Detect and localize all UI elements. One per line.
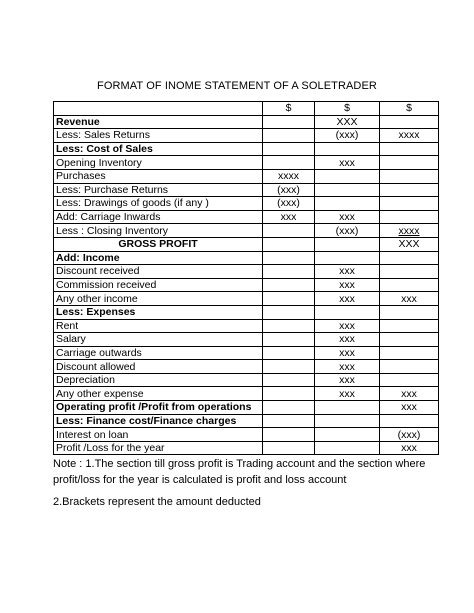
amount-cell-col-2 — [315, 414, 380, 428]
amount-cell-col-1 — [263, 292, 315, 306]
table-row — [54, 360, 439, 374]
amount-cell-col-3 — [380, 251, 439, 265]
amount-cell-col-3 — [380, 373, 439, 387]
row-label: Less : Closing Inventory — [54, 224, 263, 238]
amount-cell-col-3 — [380, 305, 439, 319]
amount-cell-col-2 — [315, 428, 380, 442]
row-label: Less: Expenses — [54, 305, 263, 319]
row-label: Discount received — [54, 265, 263, 279]
amount-cell-col-1 — [263, 224, 315, 238]
header-cell-currency: $ — [263, 102, 315, 116]
row-label: Commission received — [54, 278, 263, 292]
amount-cell-col-2: xxx — [315, 292, 380, 306]
row-label: Salary — [54, 333, 263, 347]
amount-cell-col-2: xxx — [315, 373, 380, 387]
row-label: Any other income — [54, 292, 263, 306]
amount-cell-col-1 — [263, 441, 315, 455]
table-row — [54, 210, 439, 224]
row-label: Discount allowed — [54, 360, 263, 374]
table-row — [54, 387, 439, 401]
amount-cell-col-2 — [315, 237, 380, 251]
amount-cell-col-2: xxx — [315, 210, 380, 224]
table-row — [54, 224, 439, 238]
amount-cell-col-1 — [263, 401, 315, 415]
row-label: Interest on loan — [54, 428, 263, 442]
amount-cell-col-3 — [380, 360, 439, 374]
row-label: Profit /Loss for the year — [54, 441, 263, 455]
amount-cell-col-3: xxx — [380, 441, 439, 455]
amount-cell-col-1: (xxx) — [263, 183, 315, 197]
amount-cell-col-3 — [380, 224, 439, 238]
amount-cell-col-2 — [315, 183, 380, 197]
amount-cell-col-1: xxx — [263, 210, 315, 224]
amount-cell-col-2 — [315, 197, 380, 211]
row-label: GROSS PROFIT — [54, 237, 263, 251]
row-label: Add: Carriage Inwards — [54, 210, 263, 224]
note-2: 2.Brackets represent the amount deducted — [53, 496, 261, 508]
amount-cell-col-3 — [380, 169, 439, 183]
row-label: Operating profit /Profit from operations — [54, 401, 263, 415]
row-label: Depreciation — [54, 373, 263, 387]
amount-cell-col-1 — [263, 115, 315, 129]
table-row — [54, 237, 439, 251]
table-row — [54, 428, 439, 442]
amount-cell-col-1 — [263, 319, 315, 333]
row-label: Less: Finance cost/Finance charges — [54, 414, 263, 428]
table-row — [54, 251, 439, 265]
table-row — [54, 183, 439, 197]
table-row — [54, 142, 439, 156]
amount-cell-col-3 — [380, 142, 439, 156]
table-body — [54, 115, 439, 455]
header-cell-currency: $ — [315, 102, 380, 116]
note-1 — [53, 456, 448, 488]
underlined-amount: xxxx — [398, 224, 420, 237]
amount-cell-col-2 — [315, 305, 380, 319]
amount-cell-col-2: XXX — [315, 115, 380, 129]
amount-cell-col-2: xxx — [315, 346, 380, 360]
row-label: Opening Inventory — [54, 156, 263, 170]
amount-cell-col-3 — [380, 115, 439, 129]
amount-cell-col-3: xxx — [380, 292, 439, 306]
amount-cell-col-3 — [380, 278, 439, 292]
table-row — [54, 333, 439, 347]
amount-cell-col-3 — [380, 156, 439, 170]
amount-cell-col-3: xxx — [380, 387, 439, 401]
amount-cell-col-3: XXX — [380, 237, 439, 251]
row-label: Less: Drawings of goods (if any ) — [54, 197, 263, 211]
table-row — [54, 129, 439, 143]
amount-cell-col-1 — [263, 428, 315, 442]
row-label: Purchases — [54, 169, 263, 183]
row-label: Add: Income — [54, 251, 263, 265]
amount-cell-col-2: xxx — [315, 387, 380, 401]
amount-cell-col-2: xxx — [315, 319, 380, 333]
amount-cell-col-1: (xxx) — [263, 197, 315, 211]
amount-cell-col-1 — [263, 278, 315, 292]
amount-cell-col-2: xxx — [315, 265, 380, 279]
row-label: Less: Sales Returns — [54, 129, 263, 143]
header-cell-currency: $ — [380, 102, 439, 116]
amount-cell-col-1 — [263, 251, 315, 265]
row-label: Revenue — [54, 115, 263, 129]
row-label: Less: Cost of Sales — [54, 142, 263, 156]
amount-cell-col-3 — [380, 183, 439, 197]
header-cell-label — [54, 102, 263, 116]
amount-cell-col-1: xxxx — [263, 169, 315, 183]
table-row — [54, 115, 439, 129]
amount-cell-col-2 — [315, 441, 380, 455]
amount-cell-col-3 — [380, 346, 439, 360]
amount-cell-col-1 — [263, 156, 315, 170]
row-label: Rent — [54, 319, 263, 333]
document-title: FORMAT OF INOME STATEMENT OF A SOLETRADER — [97, 80, 377, 92]
row-label: Less: Purchase Returns — [54, 183, 263, 197]
amount-cell-col-3: (xxx) — [380, 428, 439, 442]
row-label: Any other expense — [54, 387, 263, 401]
table-row — [54, 305, 439, 319]
amount-cell-col-1 — [263, 237, 315, 251]
amount-cell-col-3 — [380, 265, 439, 279]
table-header-row — [54, 102, 439, 116]
amount-cell-col-2: xxx — [315, 278, 380, 292]
table-row — [54, 441, 439, 455]
amount-cell-col-1 — [263, 346, 315, 360]
amount-cell-col-3 — [380, 319, 439, 333]
amount-cell-col-3 — [380, 210, 439, 224]
amount-cell-col-1 — [263, 129, 315, 143]
table-row — [54, 197, 439, 211]
amount-cell-col-3 — [380, 333, 439, 347]
amount-cell-col-3: xxx — [380, 401, 439, 415]
amount-cell-col-2 — [315, 251, 380, 265]
amount-cell-col-1 — [263, 142, 315, 156]
amount-cell-col-2: (xxx) — [315, 224, 380, 238]
amount-cell-col-1 — [263, 360, 315, 374]
income-statement-table — [53, 101, 439, 455]
table-row — [54, 278, 439, 292]
amount-cell-col-3: xxxx — [380, 129, 439, 143]
note-1-line-2: profit/loss for the year is calculated is profit and loss account — [53, 474, 347, 486]
amount-cell-col-2 — [315, 169, 380, 183]
table-row — [54, 414, 439, 428]
note-1-line-1: Note : 1.The section till gross profit is Trading account and the section where — [53, 458, 426, 470]
table-row — [54, 373, 439, 387]
row-label: Carriage outwards — [54, 346, 263, 360]
amount-cell-col-2: xxx — [315, 360, 380, 374]
amount-cell-col-3 — [380, 414, 439, 428]
amount-cell-col-1 — [263, 265, 315, 279]
table-row — [54, 401, 439, 415]
amount-cell-col-1 — [263, 414, 315, 428]
table-row — [54, 292, 439, 306]
amount-cell-col-2: (xxx) — [315, 129, 380, 143]
amount-cell-col-2: xxx — [315, 156, 380, 170]
amount-cell-col-2 — [315, 401, 380, 415]
table-row — [54, 169, 439, 183]
amount-cell-col-3 — [380, 197, 439, 211]
table-row — [54, 346, 439, 360]
table-row — [54, 319, 439, 333]
amount-cell-col-1 — [263, 387, 315, 401]
table-row — [54, 265, 439, 279]
amount-cell-col-1 — [263, 373, 315, 387]
table-row — [54, 156, 439, 170]
amount-cell-col-2: xxx — [315, 333, 380, 347]
amount-cell-col-1 — [263, 333, 315, 347]
amount-cell-col-1 — [263, 305, 315, 319]
amount-cell-col-2 — [315, 142, 380, 156]
